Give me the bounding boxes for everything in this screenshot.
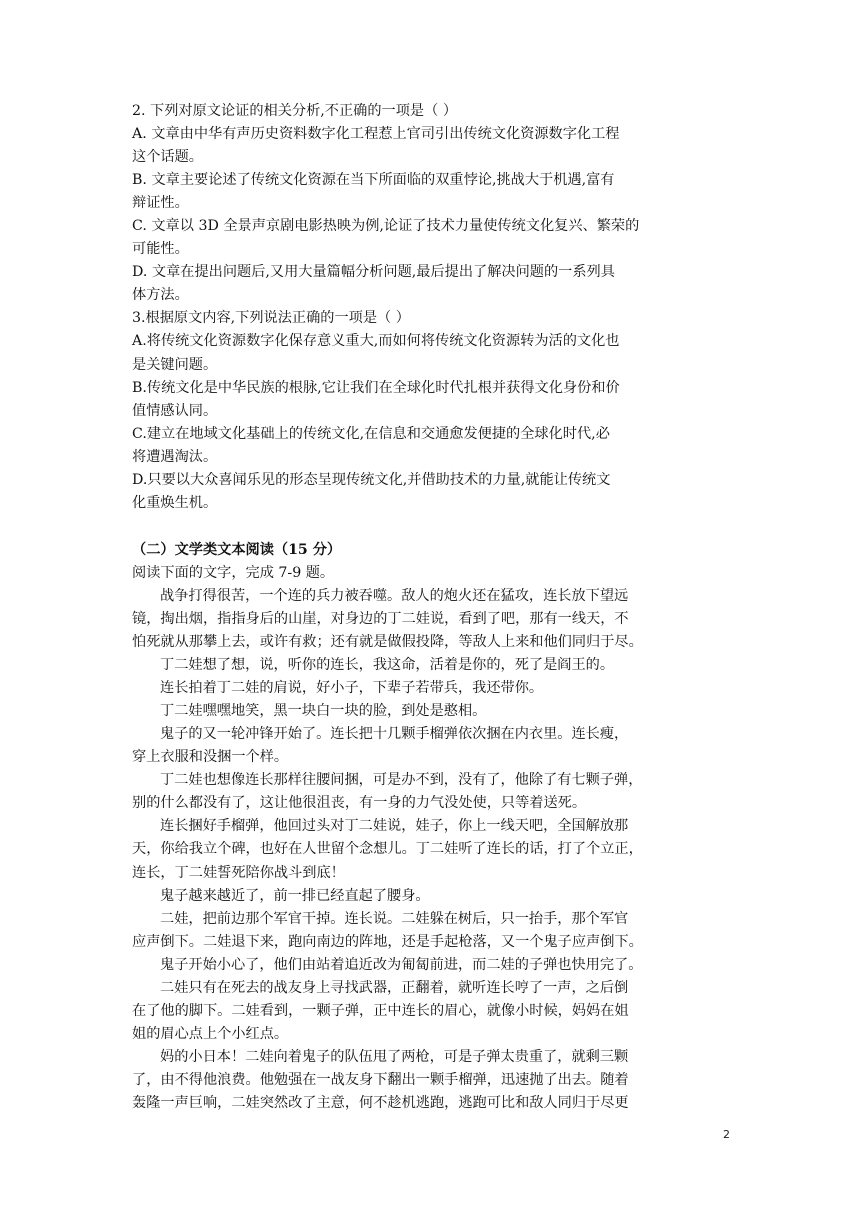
story-line: 连长捆好手榴弹，他回过头对丁二娃说，娃子，你上一线天吧，全国解放那: [160, 818, 629, 835]
question-line: 2. 下列对原文论证的相关分析,不正确的一项是（ ）: [132, 103, 458, 119]
story-line: 鬼子的又一轮冲锋开始了。连长把十几颗手榴弹依次捆在内衣里。连长瘦，: [160, 726, 629, 743]
story-line: 怕死就从那攀上去，或许有救；还有就是做假投降，等敌人上来和他们同归于尽。: [132, 634, 643, 651]
section-title: （二）文学类文本阅读（15 分）: [132, 541, 342, 558]
question-line: C. 文章以 3D 全景声京剧电影热映为例,论证了技术力量使传统文化复兴、繁荣的: [132, 218, 640, 235]
story-line: 镜，掏出烟，指指身后的山崖，对身边的丁二娃说，看到了吧，那有一线天，不: [132, 610, 629, 627]
story-line: 应声倒下。二娃退下来，跑向南边的阵地，还是手起枪落，又一个鬼子应声倒下。: [132, 933, 643, 950]
story-line: 姐的眉心点上个小红点。: [132, 1025, 289, 1042]
story-line: 连长拍着丁二娃的肩说，好小子，下辈子若带兵，我还带你。: [160, 680, 544, 697]
question-line: 值情感认同。: [132, 402, 218, 419]
story-line: 战争打得很苦，一个连的兵力被吞噬。敌人的炮火还在猛攻，连长放下望远: [160, 587, 629, 604]
story-line: 连长，丁二娃誓死陪你战斗到底！: [132, 864, 345, 881]
story-line: 天，你给我立个碑，也好在人世留个念想儿。丁二娃听了连长的话，打了个立正，: [132, 841, 643, 858]
story-text: [132, 585, 732, 1115]
story-line: 丁二娃嘿嘿地笑，黑一块白一块的脸，到处是憨相。: [160, 703, 487, 720]
story-line: 轰隆一声巨响，二娃突然改了主意，何不趁机逃跑，逃跑可比和敌人同归于尽更: [132, 1094, 629, 1111]
question-line: A. 文章由中华有声历史资料数字化工程惹上官司引出传统文化资源数字化工程: [132, 126, 620, 143]
question-line: 这个话题。: [132, 149, 203, 166]
story-line: 了，由不得他浪费。他勉强在一战友身下翻出一颗手榴弹，迅速抛了出去。随着: [132, 1071, 629, 1088]
story-line: 鬼子开始小心了，他们由站着追近改为匍匐前进，而二娃的子弹也快用完了。: [160, 956, 643, 973]
page-number: 2: [723, 1128, 730, 1141]
instruction-line: 阅读下面的文字，完成 7-9 题。: [132, 564, 335, 581]
story-line: 在了他的脚下。二娃看到，一颗子弹，正中连长的眉心，就像小时候，妈妈在姐: [132, 1002, 629, 1019]
question-line: D.只要以大众喜闻乐见的形态呈现传统文化,并借助技术的力量,就能让传统文: [132, 471, 611, 488]
section-gap: [132, 515, 732, 539]
question-line: 将遭遇淘汰。: [132, 448, 218, 465]
questions-section: [132, 100, 732, 515]
question-line: D. 文章在提出问题后,又用大量篇幅分析问题,最后提出了解决问题的一系列具: [132, 264, 615, 281]
question-line: 是关键问题。: [132, 356, 218, 373]
question-line: 化重焕生机。: [132, 494, 218, 511]
question-line: C.建立在地域文化基础上的传统文化,在信息和交通愈发便捷的全球化时代,必: [132, 425, 610, 442]
question-line: B.传统文化是中华民族的根脉,它让我们在全球化时代扎根并获得文化身份和价: [132, 379, 620, 396]
document-page: [132, 100, 732, 1115]
story-line: 穿上衣服和没捆一个样。: [132, 749, 289, 766]
question-line: 3.根据原文内容,下列说法正确的一项是（ ）: [132, 310, 410, 327]
story-line: 丁二娃想了想，说，听你的连长，我这命，活着是你的，死了是阎王的。: [160, 657, 615, 674]
story-line: 妈的小日本！二娃向着鬼子的队伍甩了两枪，可是子弹太贵重了，就剩三颗: [160, 1048, 629, 1065]
question-line: 辩证性。: [132, 195, 189, 212]
question-line: 可能性。: [132, 241, 189, 258]
story-line: 别的什么都没有了，这让他很沮丧，有一身的力气没处使，只等着送死。: [132, 795, 587, 812]
story-line: 二娃，把前边那个军官干掉。连长说。二娃躲在树后，只一抬手，那个军官: [160, 910, 629, 927]
question-line: 体方法。: [132, 287, 189, 304]
story-line: 丁二娃也想像连长那样往腰间捆，可是办不到，没有了，他除了有七颗子弹，: [160, 772, 643, 789]
question-line: A.将传统文化资源数字化保存意义重大,而如何将传统文化资源转为活的文化也: [132, 333, 620, 350]
question-line: B. 文章主要论述了传统文化资源在当下所面临的双重悖论,挑战大于机遇,富有: [132, 172, 615, 189]
story-line: 二娃只有在死去的战友身上寻找武器，正翻着，就听连长哼了一声，之后倒: [160, 979, 629, 996]
story-line: 鬼子越来越近了，前一排已经直起了腰身。: [160, 887, 430, 904]
